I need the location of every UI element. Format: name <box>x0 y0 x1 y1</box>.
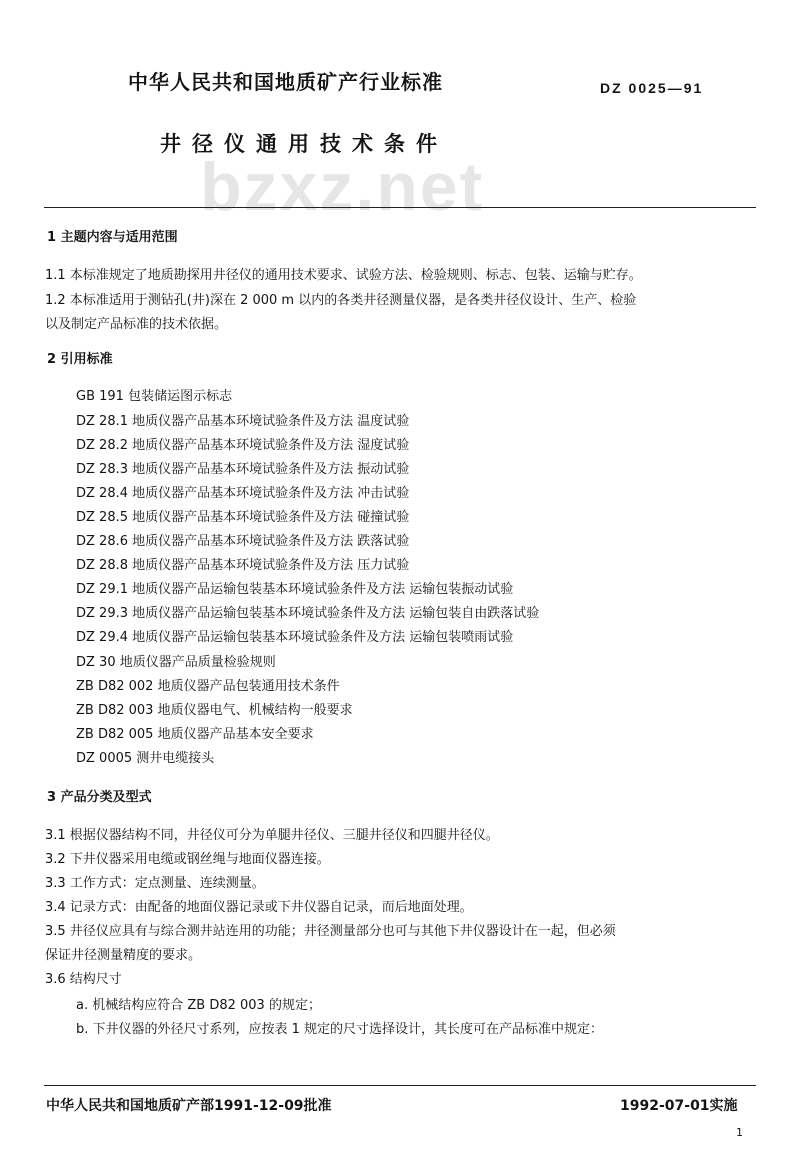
item-b: b. 下井仪器的外径尺寸系列，应按表 1 规定的尺寸选择设计，其长度可在产品标准中规定： <box>76 1022 604 1037</box>
ref-item: GB 191 包装储运图示标志 <box>76 389 233 404</box>
para-3-6: 3.6 结构尺寸 <box>45 972 122 987</box>
item-a: a. 机械结构应符合 ZB D82 003 的规定； <box>76 998 321 1013</box>
ref-item: ZB D82 005 地质仪器产品基本安全要求 <box>76 727 314 742</box>
ref-item: DZ 28.2 地质仪器产品基本环境试验条件及方法 湿度试验 <box>76 438 410 453</box>
para-3-5-line1: 3.5 井径仪应具有与综合测井站连用的功能；井径测量部分也可与其他下井仪器设计在一起，但必须 <box>45 924 616 939</box>
para-3-1: 3.1 根据仪器结构不同，井径仪可分为单腿井径仪、三腿井径仪和四腿井径仪。 <box>45 828 499 843</box>
effective-date: 1992-07-01实施 <box>620 1098 738 1114</box>
ref-item: DZ 28.1 地质仪器产品基本环境试验条件及方法 温度试验 <box>76 414 410 429</box>
standard-code: DZ 0025—91 <box>600 80 704 96</box>
para-3-2: 3.2 下井仪器采用电缆或钢丝绳与地面仪器连接。 <box>45 852 330 867</box>
page-number: 1 <box>736 1126 743 1139</box>
approval-statement: 中华人民共和国地质矿产部1991-12-09批准 <box>46 1098 332 1114</box>
header-rule <box>44 207 756 208</box>
ref-item: DZ 28.8 地质仪器产品基本环境试验条件及方法 压力试验 <box>76 558 410 573</box>
para-1-1: 1.1 本标准规定了地质勘探用井径仪的通用技术要求、试验方法、检验规则、标志、包装、运输与贮存。 <box>45 268 642 283</box>
para-3-5-line2: 保证井径测量精度的要求。 <box>45 948 202 963</box>
ref-item: DZ 28.4 地质仪器产品基本环境试验条件及方法 冲击试验 <box>76 486 410 501</box>
header-org-title: 中华人民共和国地质矿产行业标准 <box>128 70 443 94</box>
para-1-2-line1: 1.2 本标准适用于测钻孔(井)深在 2 000 m 以内的各类井径测量仪器，是各类井径仪设计、生产、检验 <box>45 293 637 308</box>
ref-item: DZ 0005 测井电缆接头 <box>76 751 215 766</box>
section-3-heading: 3 产品分类及型式 <box>47 790 152 805</box>
section-1-heading: 1 主题内容与适用范围 <box>47 230 178 245</box>
section-2-heading: 2 引用标准 <box>47 352 113 367</box>
ref-item: DZ 28.6 地质仪器产品基本环境试验条件及方法 跌落试验 <box>76 534 410 549</box>
ref-item: DZ 29.3 地质仪器产品运输包装基本环境试验条件及方法 运输包装自由跌落试验 <box>76 606 540 621</box>
ref-item: ZB D82 003 地质仪器电气、机械结构一般要求 <box>76 703 353 718</box>
ref-item: DZ 28.5 地质仪器产品基本环境试验条件及方法 碰撞试验 <box>76 510 410 525</box>
para-3-3: 3.3 工作方式：定点测量、连续测量。 <box>45 876 265 891</box>
watermark: bzxz.net <box>200 149 485 225</box>
para-3-4: 3.4 记录方式：由配备的地面仪器记录或下井仪器自记录，而后地面处理。 <box>45 900 473 915</box>
ref-item: DZ 29.1 地质仪器产品运输包装基本环境试验条件及方法 运输包装振动试验 <box>76 582 514 597</box>
ref-item: ZB D82 002 地质仪器产品包装通用技术条件 <box>76 679 340 694</box>
ref-item: DZ 29.4 地质仪器产品运输包装基本环境试验条件及方法 运输包装喷雨试验 <box>76 630 514 645</box>
ref-item: DZ 30 地质仪器产品质量检验规则 <box>76 655 276 670</box>
document-title: 井径仪通用技术条件 <box>160 132 448 156</box>
para-1-2-line2: 以及制定产品标准的技术依据。 <box>45 317 228 332</box>
footer-rule <box>44 1085 756 1086</box>
ref-item: DZ 28.3 地质仪器产品基本环境试验条件及方法 振动试验 <box>76 462 410 477</box>
